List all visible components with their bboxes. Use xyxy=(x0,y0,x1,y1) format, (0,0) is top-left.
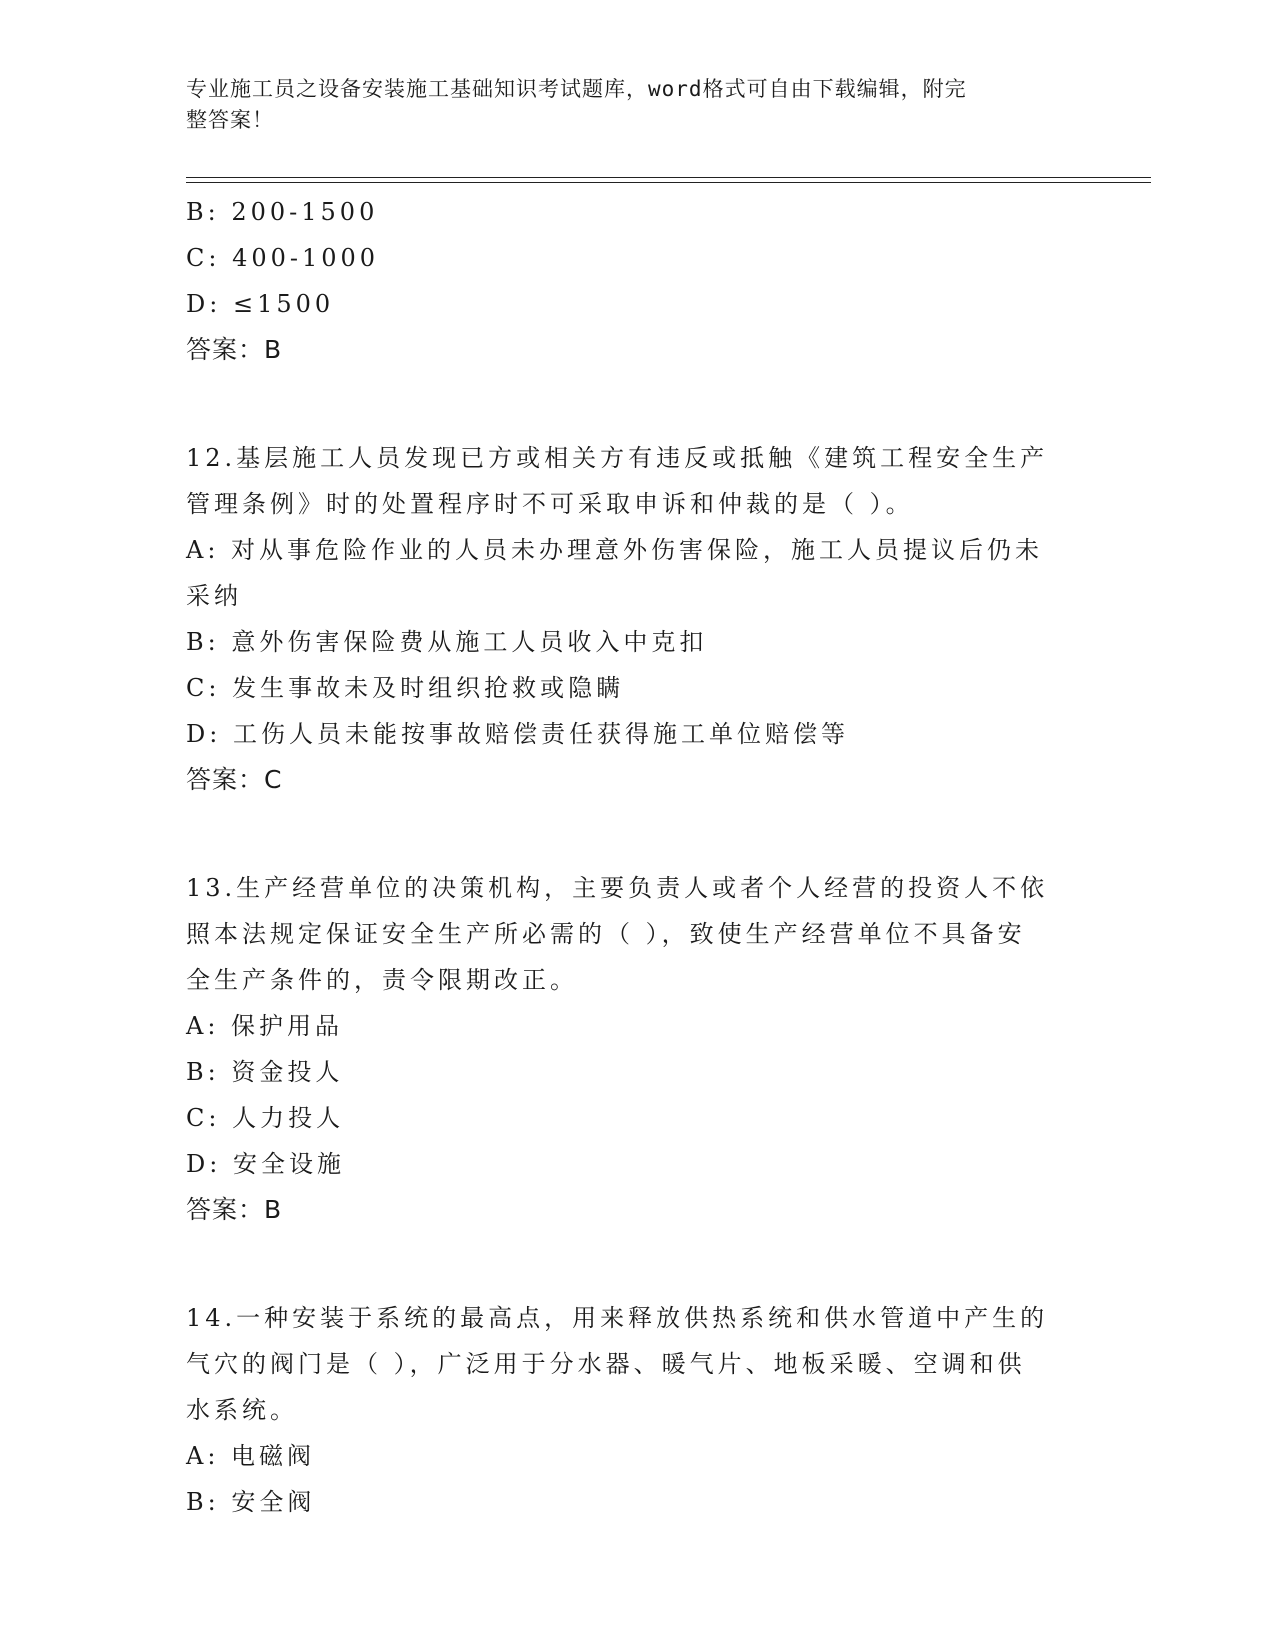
spacer xyxy=(186,1233,1086,1295)
header-line-2: 整答案！ xyxy=(186,108,274,132)
header-line-1: 专业施工员之设备安装施工基础知识考试题库，word格式可自由下载编辑，附完 xyxy=(186,77,967,101)
option-d: D: 安全设施 xyxy=(186,1150,345,1178)
question-stem: 全生产条件的，责令限期改正。 xyxy=(186,966,578,994)
question-stem: 管理条例》时的处置程序时不可采取申诉和仲裁的是（ ）。 xyxy=(186,490,914,518)
option-a: A: 电磁阀 xyxy=(186,1442,316,1470)
question-stem: 水系统。 xyxy=(186,1396,298,1424)
page-header xyxy=(186,74,1066,136)
question-12 xyxy=(186,435,1086,803)
option-a: A: 保护用品 xyxy=(186,1012,344,1040)
option-d: D: ≤1500 xyxy=(186,290,335,318)
answer-line: 答案：C xyxy=(186,765,283,794)
question-stem: 13.生产经营单位的决策机构，主要负责人或者个人经营的投资人不依 xyxy=(186,874,1049,902)
option-b: B: 200-1500 xyxy=(186,198,379,226)
question-stem: 14.一种安装于系统的最高点，用来释放供热系统和供水管道中产生的 xyxy=(186,1304,1049,1332)
question-stem: 照本法规定保证安全生产所必需的（ ），致使生产经营单位不具备安 xyxy=(186,920,1026,948)
option-a-continued: 采纳 xyxy=(186,582,242,610)
option-b: B: 资金投人 xyxy=(186,1058,344,1086)
question-13 xyxy=(186,865,1086,1233)
option-c: C: 400-1000 xyxy=(186,244,380,272)
option-b: B: 安全阀 xyxy=(186,1488,316,1516)
option-d: D: 工伤人员未能按事故赔偿责任获得施工单位赔偿等 xyxy=(186,720,849,748)
question-11 xyxy=(186,189,1086,373)
option-c: C: 发生事故未及时组织抢救或隐瞒 xyxy=(186,674,625,702)
question-stem: 气穴的阀门是（ ），广泛用于分水器、暖气片、地板采暖、空调和供 xyxy=(186,1350,1026,1378)
header-divider-top xyxy=(186,177,1151,178)
option-c: C: 人力投人 xyxy=(186,1104,345,1132)
question-stem: 12.基层施工人员发现已方或相关方有违反或抵触《建筑工程安全生产 xyxy=(186,444,1049,472)
answer-line: 答案：B xyxy=(186,1195,283,1224)
option-a: A: 对从事危险作业的人员未办理意外伤害保险，施工人员提议后仍未 xyxy=(186,536,1044,564)
header-divider-bottom xyxy=(186,182,1151,183)
spacer xyxy=(186,373,1086,435)
answer-line: 答案：B xyxy=(186,335,283,364)
spacer xyxy=(186,803,1086,865)
option-b: B: 意外伤害保险费从施工人员收入中克扣 xyxy=(186,628,708,656)
question-list xyxy=(186,189,1086,1525)
question-14 xyxy=(186,1295,1086,1525)
